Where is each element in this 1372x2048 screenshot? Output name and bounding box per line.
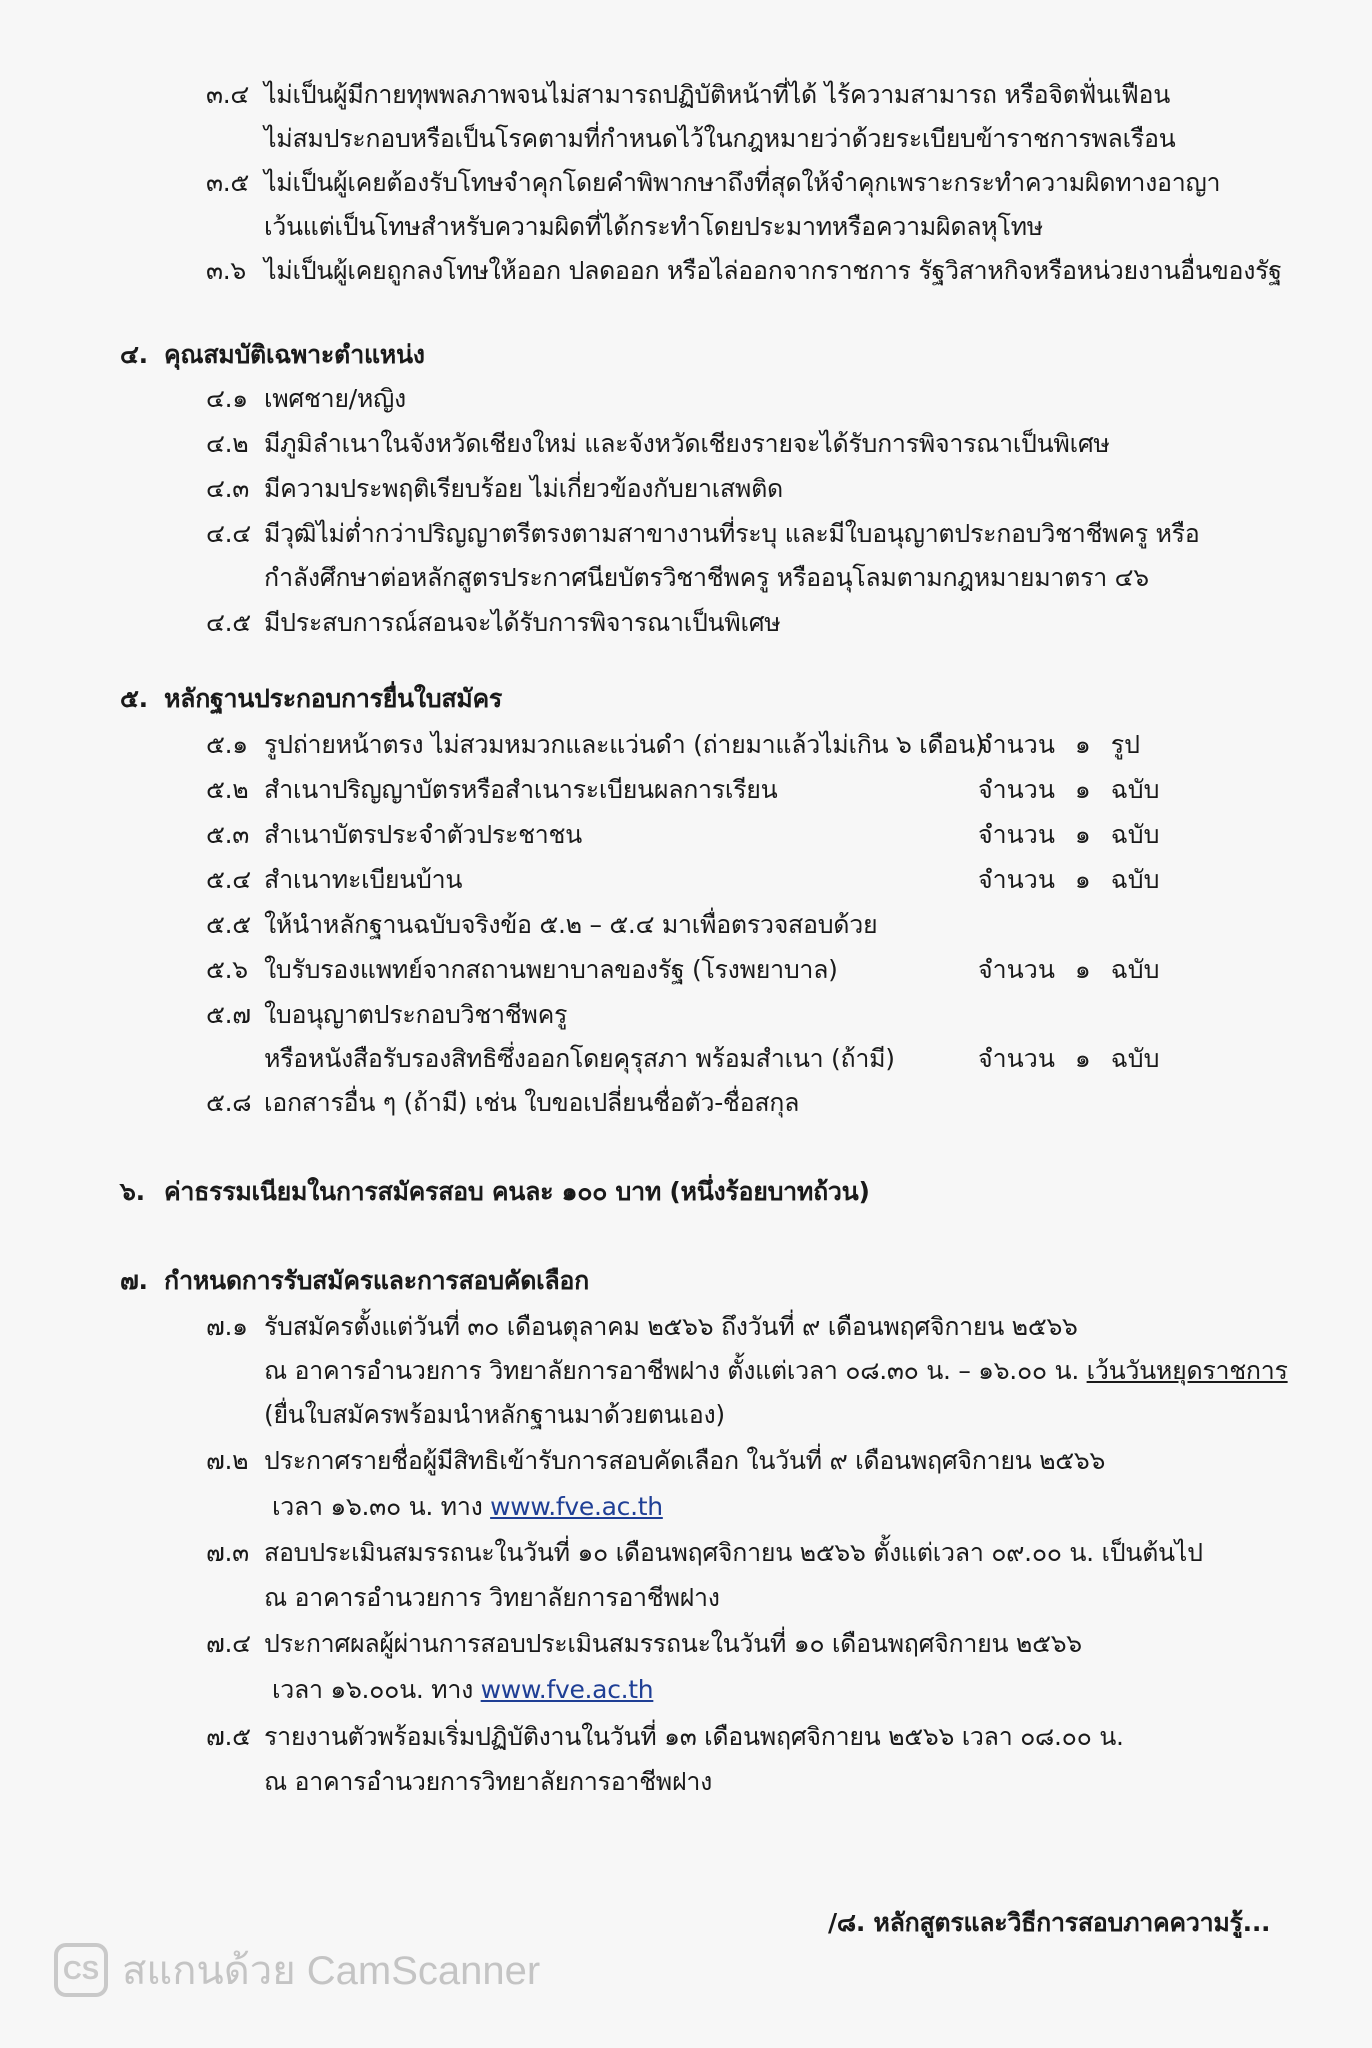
item-3-4-line2: ไม่สมประกอบหรือเป็นโรคตามที่กำหนดไว้ในกฎหมายว่าด้วยระเบียบข้าราชการพลเรือน (264, 124, 1176, 153)
item-3-5-line2: เว้นแต่เป็นโทษสำหรับความผิดที่ได้กระทำโดยประมาทหรือความผิดลหุโทษ (264, 212, 1043, 241)
section-6-heading: ๖. ค่าธรรมเนียมในการสมัครสอบ คนละ ๑๐๐ บาท (หนึ่งร้อยบาทถ้วน) (120, 1177, 870, 1206)
item-7-5-line2: ณ อาคารอำนวยการวิทยาลัยการอาชีพฝาง (264, 1767, 712, 1796)
item-7-2-line2: เวลา ๑๖.๓๐ น. ทาง www.fve.ac.th (272, 1492, 663, 1521)
item-5-7: ๕.๗ ใบอนุญาตประกอบวิชาชีพครู (206, 1000, 568, 1029)
item-5-7-line2: หรือหนังสือรับรองสิทธิซึ่งออกโดยคุรุสภา พร้อมสำเนา (ถ้ามี) (264, 1044, 895, 1073)
item-4-4: ๔.๔ มีวุฒิไม่ต่ำกว่าปริญญาตรีตรงตามสาขางานที่ระบุ และมีใบอนุญาตประกอบวิชาชีพครู หรือ (206, 519, 1200, 548)
item-5-7-quantity: จำนวน ๑ ฉบับ (978, 1044, 1160, 1073)
item-3-5: ๓.๕ ไม่เป็นผู้เคยต้องรับโทษจำคุกโดยคำพิพากษาถึงที่สุดให้จำคุกเพราะกระทำความผิดทางอาญา (206, 168, 1221, 197)
item-5-4: ๕.๔ สำเนาทะเบียนบ้าน (206, 865, 463, 894)
item-7-4: ๗.๔ ประกาศผลผู้ผ่านการสอบประเมินสมรรถนะในวันที่ ๑๐ เดือนพฤศจิกายน ๒๕๖๖ (206, 1629, 1082, 1658)
item-5-2-quantity: จำนวน ๑ ฉบับ (978, 775, 1160, 804)
item-7-1: ๗.๑ รับสมัครตั้งแต่วันที่ ๓๐ เดือนตุลาคม ๒๕๖๖ ถึงวันที่ ๙ เดือนพฤศจิกายน ๒๕๖๖ (206, 1312, 1078, 1341)
item-3-6: ๓.๖ ไม่เป็นผู้เคยถูกลงโทษให้ออก ปลดออก หรือไล่ออกจากราชการ รัฐวิสาหกิจหรือหน่วยงานอื่นของรัฐ (206, 256, 1282, 285)
item-5-8: ๕.๘ เอกสารอื่น ๆ (ถ้ามี) เช่น ใบขอเปลี่ยนชื่อตัว-ชื่อสกุล (206, 1088, 800, 1117)
item-4-3: ๔.๓ มีความประพฤติเรียบร้อย ไม่เกี่ยวข้องกับยาเสพติด (206, 474, 783, 503)
item-5-2: ๕.๒ สำเนาปริญญาบัตรหรือสำเนาระเบียนผลการเรียน (206, 775, 778, 804)
item-4-2: ๔.๒ มีภูมิลำเนาในจังหวัดเชียงใหม่ และจังหวัดเชียงรายจะได้รับการพิจารณาเป็นพิเศษ (206, 429, 1110, 458)
item-7-4-line2: เวลา ๑๖.๐๐น. ทาง www.fve.ac.th (272, 1675, 654, 1704)
item-5-1-quantity: จำนวน ๑ รูป (978, 730, 1140, 759)
item-4-5: ๔.๕ มีประสบการณ์สอนจะได้รับการพิจารณาเป็นพิเศษ (206, 608, 781, 637)
website-link[interactable]: www.fve.ac.th (480, 1675, 654, 1704)
item-7-3: ๗.๓ สอบประเมินสมรรถนะในวันที่ ๑๐ เดือนพฤศจิกายน ๒๕๖๖ ตั้งแต่เวลา ๐๙.๐๐ น. เป็นต้นไป (206, 1538, 1203, 1567)
item-5-3-quantity: จำนวน ๑ ฉบับ (978, 820, 1160, 849)
item-7-2: ๗.๒ ประกาศรายชื่อผู้มีสิทธิเข้ารับการสอบคัดเลือก ในวันที่ ๙ เดือนพฤศจิกายน ๒๕๖๖ (206, 1446, 1106, 1475)
camscanner-watermark (54, 1940, 540, 2000)
holiday-note: เว้นวันหยุดราชการ (1086, 1356, 1288, 1385)
item-7-3-line2: ณ อาคารอำนวยการ วิทยาลัยการอาชีพฝาง (264, 1583, 720, 1612)
item-3-4: ๓.๔ ไม่เป็นผู้มีกายทุพพลภาพจนไม่สามารถปฏิบัติหน้าที่ได้ ไร้ความสามารถ หรือจิตฟั่นเฟือน (206, 80, 1170, 109)
camscanner-text: สแกนด้วย CamScanner (122, 1949, 541, 1993)
item-5-1: ๕.๑ รูปถ่ายหน้าตรง ไม่สวมหมวกและแว่นดำ (ถ่ายมาแล้วไม่เกิน ๖ เดือน) (206, 730, 985, 759)
camscanner-logo-icon: CS (54, 1943, 108, 1997)
section-4-heading: ๔. คุณสมบัติเฉพาะตำแหน่ง (120, 340, 425, 369)
item-5-5: ๕.๕ ให้นำหลักฐานฉบับจริงข้อ ๕.๒ – ๕.๔ มาเพื่อตรวจสอบด้วย (206, 910, 878, 939)
item-4-4-line2: กำลังศึกษาต่อหลักสูตรประกาศนียบัตรวิชาชีพครู หรืออนุโลมตามกฎหมายมาตรา ๔๖ (264, 563, 1149, 592)
item-7-5: ๗.๕ รายงานตัวพร้อมเริ่มปฏิบัติงานในวันที่ ๑๓ เดือนพฤศจิกายน ๒๕๖๖ เวลา ๐๘.๐๐ น. (206, 1722, 1124, 1751)
next-page-continuation: /๘. หลักสูตรและวิธีการสอบภาคความรู้... (828, 1908, 1271, 1937)
item-5-3: ๕.๓ สำเนาบัตรประจำตัวประชาชน (206, 820, 582, 849)
section-7-heading: ๗. กำหนดการรับสมัครและการสอบคัดเลือก (120, 1266, 589, 1295)
item-4-1: ๔.๑ เพศชาย/หญิง (206, 384, 406, 413)
item-5-6-quantity: จำนวน ๑ ฉบับ (978, 955, 1160, 984)
item-5-4-quantity: จำนวน ๑ ฉบับ (978, 865, 1160, 894)
item-5-6: ๕.๖ ใบรับรองแพทย์จากสถานพยาบาลของรัฐ (โรงพยาบาล) (206, 955, 838, 984)
item-7-1-line2: ณ อาคารอำนวยการ วิทยาลัยการอาชีพฝาง ตั้งแต่เวลา ๐๘.๓๐ น. – ๑๖.๐๐ น. เว้นวันหยุดราชการ (264, 1356, 1288, 1385)
section-5-heading: ๕. หลักฐานประกอบการยื่นใบสมัคร (120, 684, 503, 713)
website-link[interactable]: www.fve.ac.th (490, 1492, 663, 1521)
item-7-1-line3: (ยื่นใบสมัครพร้อมนำหลักฐานมาด้วยตนเอง) (264, 1400, 725, 1429)
